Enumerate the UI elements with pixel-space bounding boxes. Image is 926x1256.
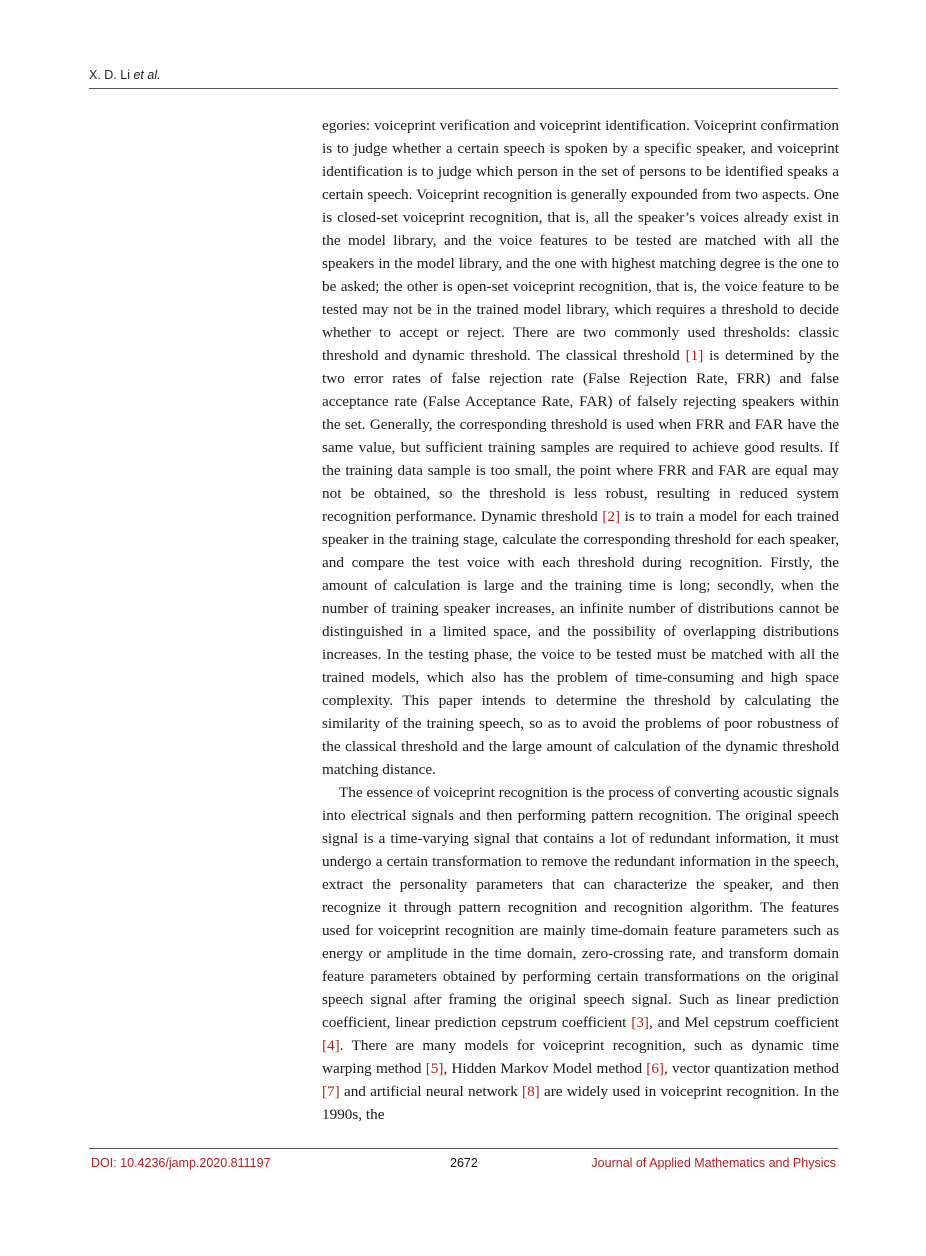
citation-link[interactable]: [6] [646,1060,664,1077]
citation-link[interactable]: [4] [322,1037,340,1054]
text-run: , vector quantization method [664,1060,839,1077]
header-etal: et al. [133,68,161,82]
header-authors [89,68,161,82]
text-run: is to train a model for each trained speaker in the training stage, calculate the corresponding threshold for each speaker, and compare the test voice with each threshold during recognition. Firstly, the amount of calculation is large and the training time is long; secondly, when the number of training speaker increases, an infinite number of distributions cannot be distinguished in a limited space, and the possibility of overlapping distributions increases. In the testing phase, the voice to be tested must be matched with all the trained models, which also has the problem of time-consuming and high space complexity. This paper intends to determine the threshold by calculating the similarity of the training speech, so as to avoid the problems of poor robustness of the classical threshold and the large amount of calculation of the dynamic threshold matching distance. [322,508,839,778]
citation-link[interactable]: [2] [602,508,621,525]
text-run: are widely used in voiceprint recognition. In the 1990s, the [322,1083,839,1123]
citation-link[interactable]: [8] [522,1083,540,1100]
page-footer [89,1148,838,1177]
running-header [89,66,838,89]
citation-link[interactable]: [3] [631,1014,649,1031]
citation-link[interactable]: [5] [425,1060,444,1077]
footer-journal-link[interactable]: Journal of Applied Mathematics and Physics [591,1156,836,1170]
text-run: and artificial neural network [339,1083,523,1100]
text-run: , and Mel cepstrum coefficient [649,1014,839,1031]
paragraph [322,781,839,1126]
footer-doi-link[interactable]: DOI: 10.4236/jamp.2020.811197 [91,1156,271,1170]
citation-link[interactable]: [7] [322,1083,340,1100]
text-run: is determined by the two error rates of false rejection rate (False Rejection Rate, FRR) and false acceptance rate (False Acceptance Rate, FAR) of falsely rejecting speakers within the set. Generally, the corresponding threshold is used when FRR and FAR have the same value, but sufficient training samples are required to achieve good results. If the training data sample is too small, the point where FRR and FAR are equal may not be obtained, so the threshold is less robust, resulting in reduced system recognition performance. Dynamic threshold [322,347,840,525]
citation-link[interactable]: [1] [685,347,704,364]
text-run: The essence of voiceprint recognition is the process of converting acoustic signals into electrical signals and then performing pattern recognition. The original speech signal is a time-varying signal that contains a lot of redundant information, it must undergo a certain transformation to remove the redundant information in the speech, extract the personality parameters that can characterize the speaker, and then recognize it through pattern recognition and recognition algorithm. The features used for voiceprint recognition are mainly time-domain feature parameters such as energy or amplitude in the time domain, zero-crossing rate, and transform domain feature parameters obtained by performing certain transformations on the original speech signal after framing the original speech signal. Such as linear prediction coefficient, linear prediction cepstrum coefficient [322,784,839,1031]
page-number: 2672 [450,1156,478,1170]
text-run: egories: voiceprint verification and voiceprint identification. Voiceprint confirmation is to judge whether a certain speech is spoken by a specific speaker, and voiceprint identification is to judge which person in the set of persons to be identified speaks a certain speech. Voiceprint recognition is generally expounded from two aspects. One is closed-set voiceprint recognition, that is, all the speaker’s voices already exist in the model library, and the voice features to be tested are matched with all the speakers in the model library, and the one with highest matching degree is the one to be asked; the other is open-set voiceprint recognition, that is, the voice feature to be tested may not be in the trained model library, which requires a threshold to decide whether to accept or reject. There are two commonly used thresholds: classic threshold and dynamic threshold. The classical threshold [322,117,839,364]
header-author-names: X. D. Li [89,68,130,82]
text-run: . There are many models for voiceprint recognition, such as dynamic time warping method [322,1037,839,1077]
body-text [322,114,839,1126]
text-run: , Hidden Markov Model method [443,1060,647,1077]
paragraph [322,114,839,781]
